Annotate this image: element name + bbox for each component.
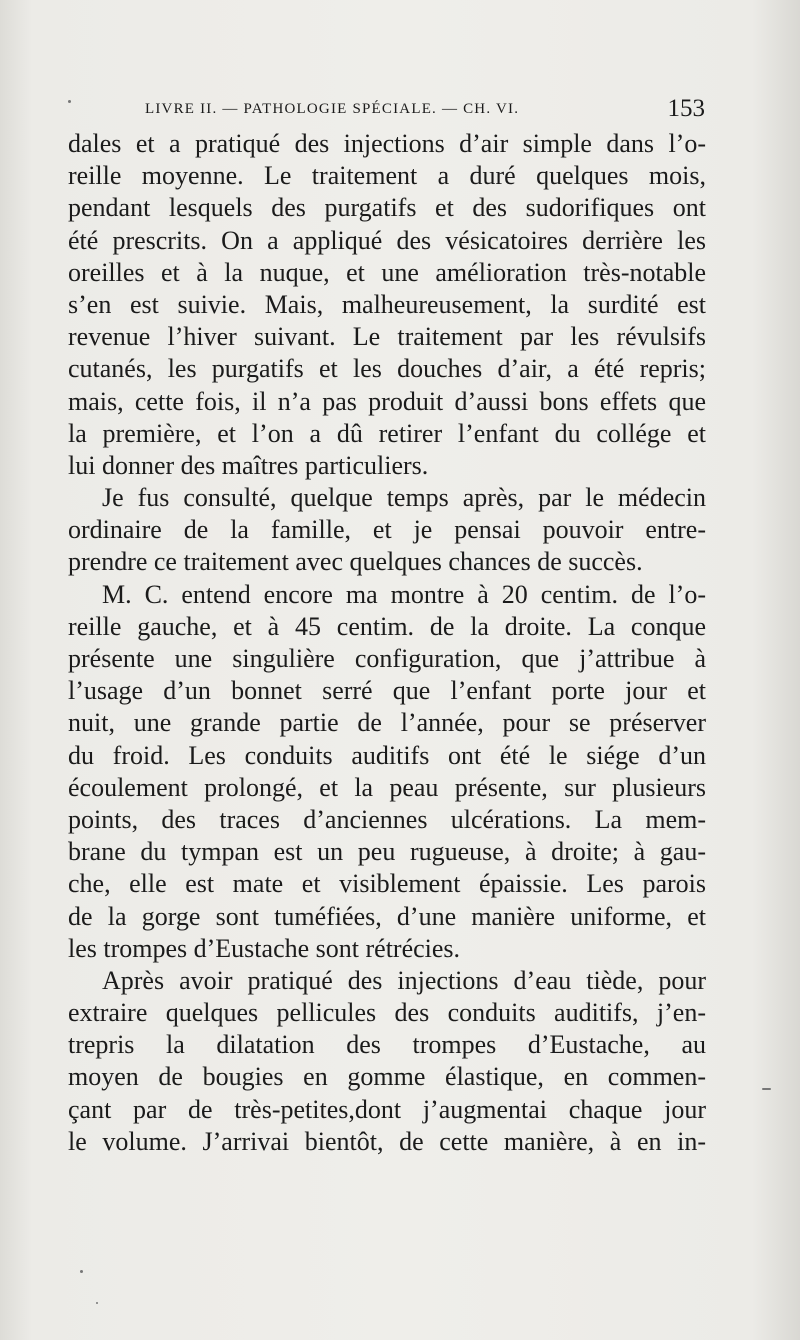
text-line: de la gorge sont tuméfiées, d’une manière uniforme, et	[68, 901, 706, 931]
paper-speck	[68, 100, 71, 103]
text-line: s’en est suivie. Mais, malheureusement, la surdité est	[68, 289, 706, 319]
text-line: écoulement prolongé, et la peau présente, sur plusieurs	[68, 772, 706, 802]
text-line: la première, et l’on a dû retirer l’enfant du collége et	[68, 418, 706, 448]
text-line: Je fus consulté, quelque temps après, par le médecin	[102, 483, 706, 513]
text-line: revenue l’hiver suivant. Le traitement par les révulsifs	[68, 322, 706, 352]
text-line: prendre ce traitement avec quelques chances de succès.	[68, 547, 643, 577]
text-line: points, des traces d’anciennes ulcérations. La mem-	[68, 804, 706, 834]
text-line: présente une singulière configuration, que j’attribue à	[68, 644, 706, 673]
text-line: oreilles et à la nuque, et une amélioration très-notable	[68, 257, 706, 287]
running-head-title: LIVRE II. — PATHOLOGIE SPÉCIALE. — CH. VI.	[145, 101, 520, 117]
text-line: pendant lesquels des purgatifs et des sudorifiques ont	[68, 193, 706, 223]
text-line: nuit, une grande partie de l’année, pour se préserver	[68, 708, 706, 738]
text-line: che, elle est mate et visiblement épaissie. Les parois	[68, 869, 706, 899]
page-number: 153	[667, 95, 705, 122]
text-line: cutanés, les purgatifs et les douches d’air, a été repris;	[68, 354, 706, 384]
text-line: lui donner des maîtres particuliers.	[68, 450, 429, 480]
running-head	[145, 95, 705, 125]
text-line: moyen de bougies en gomme élastique, en commen-	[68, 1062, 706, 1092]
text-line: été prescrits. On a appliqué des vésicatoires derrière les	[68, 225, 706, 255]
text-line: çant par de très-petites,dont j’augmentai chaque jour	[68, 1094, 706, 1124]
text-line: trepris la dilatation des trompes d’Eustache, au	[68, 1030, 706, 1060]
text-line: le volume. J’arrivai bientôt, de cette manière, à en in-	[68, 1126, 706, 1156]
text-line: reille moyenne. Le traitement a duré quelques mois,	[68, 161, 706, 191]
text-line: les trompes d’Eustache sont rétrécies.	[68, 933, 461, 963]
text-line: brane du tympan est un peu rugueuse, à droite; à gau-	[68, 837, 706, 867]
text-line: extraire quelques pellicules des conduits auditifs, j’en-	[68, 998, 706, 1028]
body-text	[68, 128, 706, 1158]
text-line: dales et a pratiqué des injections d’air simple dans l’o-	[68, 129, 706, 158]
paper-speck	[80, 1270, 83, 1273]
text-line: Après avoir pratiqué des injections d’eau tiède, pour	[102, 965, 706, 995]
text-line: ordinaire de la famille, et je pensai pouvoir entre-	[68, 515, 706, 545]
text-line: mais, cette fois, il n’a pas produit d’aussi bons effets que	[68, 386, 706, 416]
paper-speck	[96, 1302, 98, 1304]
text-line: reille gauche, et à 45 centim. de la droite. La conque	[68, 611, 706, 641]
text-line: du froid. Les conduits auditifs ont été le siége d’un	[68, 740, 706, 770]
text-line: M. C. entend encore ma montre à 20 centim. de l’o-	[102, 579, 706, 609]
text-line: l’usage d’un bonnet serré que l’enfant porte jour et	[68, 676, 706, 706]
paper-speck	[762, 1088, 771, 1090]
